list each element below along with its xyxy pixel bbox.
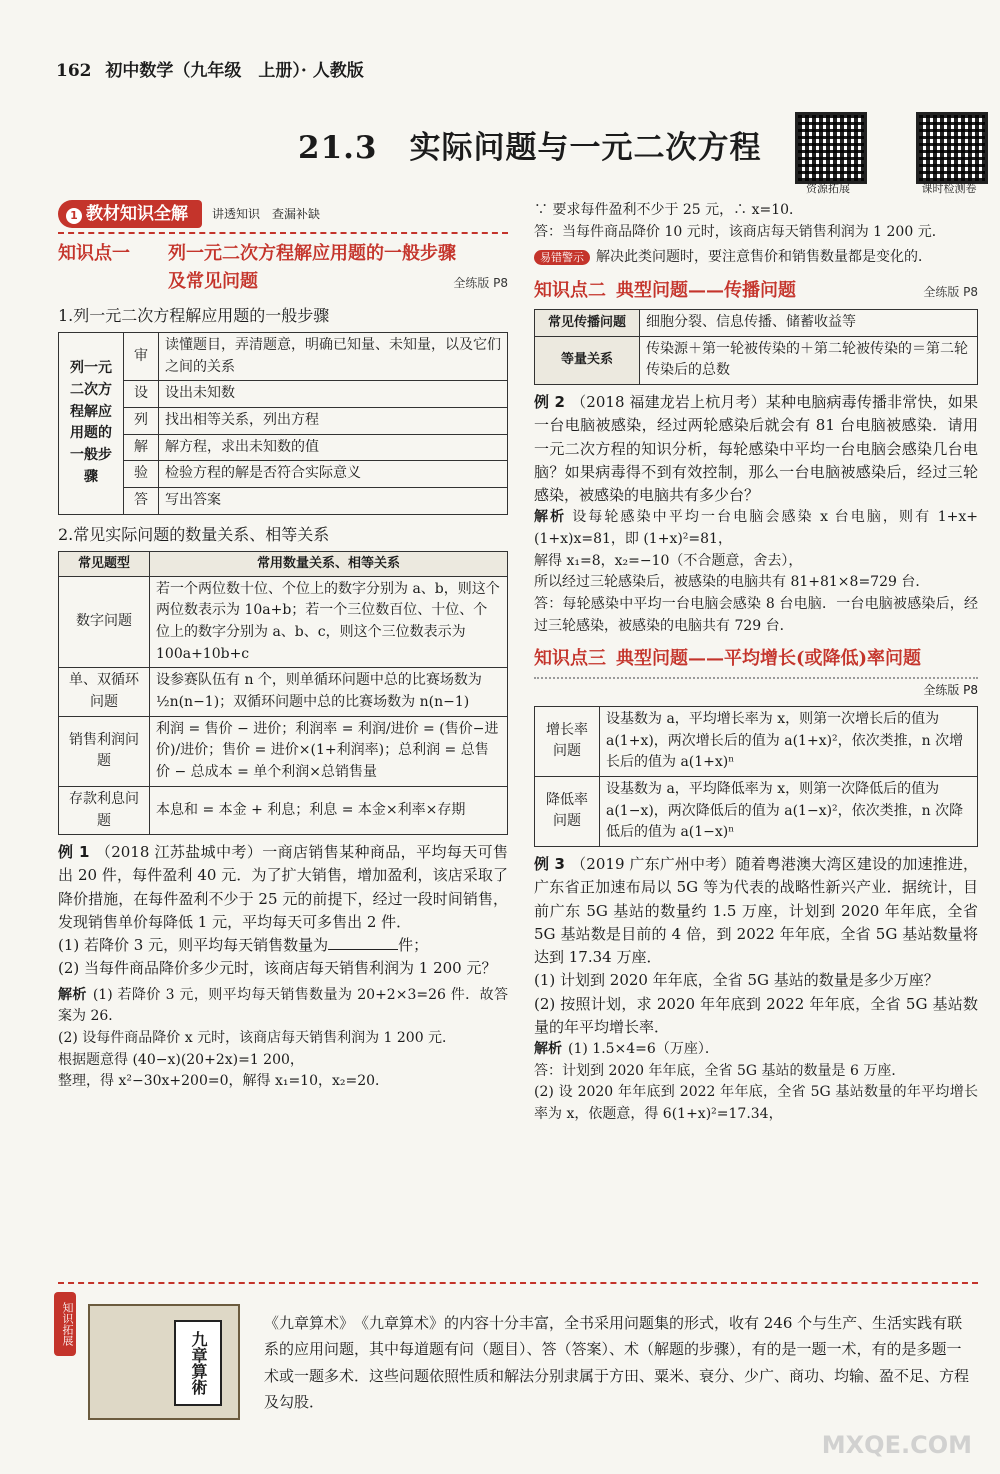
ex2-question [534, 391, 978, 507]
banner-divider [58, 232, 508, 234]
kp2-table [534, 309, 978, 385]
banner-badge-label: 教材知识全解 [86, 204, 188, 224]
qr-code-resource[interactable] [795, 112, 867, 184]
kp2-row [535, 336, 978, 384]
step-key: 答 [124, 488, 159, 515]
kp3-row [535, 776, 978, 846]
ex1-sol-label: 解析 [58, 986, 87, 1003]
ex3-sol-2: (2) 设 2020 年年底到 2022 年年底，全省 5G 基站数量的年平均增长率为 x，依题意，得 6(1+x)²=17.34， [534, 1084, 978, 1123]
kp3-ref: 全练版 P8 [534, 677, 978, 700]
kp1-title-line2: 及常见问题 [168, 271, 258, 293]
kp2-row-value: 传染源＋第一轮被传染的＋第二轮被传染的＝第二轮传染后的总数 [640, 336, 978, 384]
relation-text: 本息和 = 本金 + 利息；利息 = 本金×利率×存期 [150, 786, 508, 834]
step-text: 检验方程的解是否符合实际意义 [159, 461, 508, 488]
step-key: 列 [124, 407, 159, 434]
kp2-row-key: 等量关系 [535, 336, 640, 384]
kp1-label: 知识点一 [58, 243, 130, 265]
kp2-ref: 全练版 P8 [923, 285, 978, 300]
kp3-row-value: 设基数为 a，平均降低率为 x，则第一次降低后的值为 a(1−x)，两次降低后的值为 a(1−x)²，依次类推，n 次降低后的值为 a(1−x)ⁿ [600, 776, 978, 846]
relations-row [59, 716, 508, 786]
footer-extension [58, 1282, 978, 1424]
ex1-cont-0: ∵ 要求每件盈利不少于 25 元，∴ x=10． [534, 202, 804, 218]
kp3-row-key: 降低率问题 [535, 776, 600, 846]
footer-text: 《九章算术》 《九章算术》的内容十分丰富，全书采用问题集的形式，收有 246 个与生产、生活实践有联系的应用问题，其中每道题有问（题目）、答（答案）、术（解题的步骤），有的是一题一术，有的是多题一术或一题多术．这些问题依照性质和解法分别隶属于方田、粟米、衰分、少广、商功、均输、盈不足、方程及勾股． [264, 1314, 970, 1411]
ex3-sol-1: 答：计划到 2020 年年底，全省 5G 基站的数量是 6 万座． [534, 1062, 906, 1079]
ex3-solution [534, 1039, 978, 1061]
relation-type: 存款利息问题 [59, 786, 150, 834]
ex3-q1: (1) 计划到 2020 年年底，全省 5G 基站的数量是多少万座？ [534, 971, 939, 990]
relations-row [59, 786, 508, 834]
kp2-row-key: 常见传播问题 [535, 309, 640, 336]
ex1-solution [58, 985, 508, 1028]
banner-badge [58, 200, 202, 228]
ex3-sol-label: 解析 [534, 1041, 562, 1057]
qr-resource-caption: 资源拓展 [806, 182, 850, 195]
relation-text: 设参赛队伍有 n 个，则单循环问题中总的比赛场数为 ½n(n−1)；双循环问题中总的比赛场数为 n(n−1) [150, 668, 508, 716]
step-key: 审 [124, 332, 159, 380]
kp1-heading [58, 240, 508, 268]
ex1-sol-2: 根据题意得 (40−x)(20+2x)=1 200， [58, 1051, 304, 1068]
book-cover-title: 九章算術 [174, 1320, 222, 1406]
kp1-sub2: 2.常见实际问题的数量关系、相等关系 [58, 524, 330, 544]
ex1-q1 [58, 934, 508, 957]
steps-head: 列一元二次方程解应用题的一般步骤 [59, 332, 124, 514]
relation-type: 数字问题 [59, 576, 150, 668]
ex2-solution [534, 507, 978, 550]
banner-subtitle: 讲透知识 查漏补缺 [212, 206, 321, 221]
relation-text: 若一个两位数十位、个位上的数字分别为 a、b，则这个两位数表示为 10a+b；若一个三位数百位、十位、个位上的数字分别为 a、b、c，则这个三位数表示为 100a+10b+c [150, 576, 508, 668]
kp2-row [535, 309, 978, 336]
step-text: 读懂题目，弄清题意，明确已知量、未知量，以及它们之间的关系 [159, 332, 508, 380]
left-column [58, 200, 508, 1093]
qr-code-test[interactable] [916, 112, 988, 184]
kp2-heading [534, 277, 978, 305]
banner-number-icon: 1 [66, 208, 82, 224]
kp3-heading [534, 645, 978, 673]
book-illustration [88, 1304, 240, 1420]
relation-type: 单、双循环问题 [59, 668, 150, 716]
step-key: 验 [124, 461, 159, 488]
step-text: 设出未知数 [159, 381, 508, 408]
ex2-label: 例 2 [534, 393, 565, 412]
steps-row [59, 332, 508, 380]
kp1-ref: 全练版 P8 [453, 276, 508, 291]
qr-test-caption: 课时检测卷 [921, 182, 977, 195]
kp3-label: 知识点三 [534, 648, 606, 670]
kp3-row-key: 增长率问题 [535, 706, 600, 776]
relations-table [58, 551, 508, 836]
steps-row [59, 407, 508, 434]
relation-type: 销售利润问题 [59, 716, 150, 786]
relations-row [59, 576, 508, 668]
section-banner [58, 200, 508, 228]
ex1-q1-a: (1) 若降价 3 元，则平均每天销售数量为 [58, 936, 329, 955]
ex2-sol-0: 设每轮感染中平均一台电脑会感染 x 台电脑，则有 1+x+(1+x)x=81，即 (1+x)²=81， [534, 509, 979, 547]
ex1-label: 例 1 [58, 843, 90, 862]
right-column [534, 200, 978, 1126]
step-text: 找出相等关系，列出方程 [159, 407, 508, 434]
steps-row [59, 461, 508, 488]
ex2-sol-1: 解得 x₁=8，x₂=−10（不合题意，舍去）， [534, 552, 803, 569]
kp3-table [534, 706, 978, 847]
page-header [56, 58, 364, 84]
relations-row [59, 668, 508, 716]
relations-head-type: 常见题型 [59, 551, 150, 576]
step-key: 设 [124, 381, 159, 408]
kp2-row-value: 细胞分裂、信息传播、储蓄收益等 [640, 309, 978, 336]
ex2-text: （2018 福建龙岩上杭月考）某种电脑病毒传播非常快，如果一台电脑被感染，经过两轮感染后就会有 81 台电脑被感染．请用一元二次方程的知识分析，每轮感染中平均一台电脑会感染几台电脑？如果病毒得不到有效控制，那么一台电脑被感染后，经过三轮感染，被感染的电脑共有多少台？ [534, 393, 978, 505]
steps-row [59, 381, 508, 408]
relations-head-rel: 常用数量关系、相等关系 [150, 551, 508, 576]
tip [534, 247, 978, 269]
ex1-q2: (2) 当每件商品降价多少元时，该商店每天销售利润为 1 200 元？ [58, 959, 497, 978]
kp2-label: 知识点二 [534, 280, 606, 302]
steps-row [59, 488, 508, 515]
kp1-heading-cont [58, 268, 508, 296]
steps-table [58, 332, 508, 515]
kp3-row-value: 设基数为 a，平均增长率为 x，则第一次增长后的值为 a(1+x)，两次增长后的值为 a(1+x)²，依次类推，n 次增长后的值为 a(1+x)ⁿ [600, 706, 978, 776]
kp1-sub1: 1.列一元二次方程解应用题的一般步骤 [58, 306, 330, 326]
ex2-sol-3: 答：每轮感染中平均一台电脑会感染 8 台电脑．一台电脑被感染后，经过三轮感染，被感染的电脑共有 729 台． [534, 596, 978, 634]
kp1-title-line1: 列一元二次方程解应用题的一般步骤 [168, 243, 456, 265]
tip-badge: 易错警示 [534, 250, 590, 265]
ex3-sol-0: (1) 1.5×4=6（万座）． [568, 1041, 719, 1057]
page-number: 162 [56, 61, 92, 81]
ex1-question [58, 841, 508, 934]
ex1-text: （2018 江苏盐城中考）一商店销售某种商品，平均每天可售出 20 件，每件盈利 40 元．为了扩大销售，增加盈利，该店采取了降价措施，在每件盈利不少于 25 元的前提下，经过一段时间销售，发现销售单价每降低 1 元，平均每天可多售出 2 件． [58, 843, 508, 931]
book-title: 初中数学（九年级 上册）· 人教版 [105, 61, 364, 81]
kp3-row [535, 706, 978, 776]
section-title: 21.3 实际问题与一元二次方程 [298, 130, 762, 166]
ex3-text: （2019 广东广州中考）随着粤港澳大湾区建设的加速推进，广东省正加速布局以 5G 等为代表的战略性新兴产业．据统计，目前广东 5G 基站的数量约 1.5 万座，计划到 2020 年年底，全省 5G 基站数是目前的 4 倍，到 2022 年年底，全省 5G 基站数量将达到 17.34 万座． [534, 855, 978, 966]
step-text: 解方程，求出未知数的值 [159, 434, 508, 461]
ex2-sol-2: 所以经过三轮感染后，被感染的电脑共有 81+81×8=729 台． [534, 574, 930, 591]
ex1-sol-3: 整理，得 x²−30x+200=0，解得 x₁=10，x₂=20． [58, 1073, 390, 1090]
ex1-sol-1: (2) 设每件商品降价 x 元时，该商店每天销售利润为 1 200 元． [58, 1030, 457, 1047]
watermark: MXQE.COM [821, 1430, 972, 1459]
ex1-q1-b: 件； [398, 936, 429, 955]
step-text: 写出答案 [159, 488, 508, 515]
ex3-label: 例 3 [534, 855, 565, 873]
tip-text: 解决此类问题时，要注意售价和销售数量都是变化的． [596, 249, 932, 266]
steps-row [59, 434, 508, 461]
ex1-sol-0: (1) 若降价 3 元，则平均每天销售数量为 20+2×3=26 件．故答案为 26． [58, 986, 509, 1025]
ex1-answer-blank[interactable] [328, 949, 398, 950]
footer-tag: 知识拓展 [54, 1292, 76, 1356]
kp2-title: 典型问题——传播问题 [616, 280, 796, 302]
kp3-title: 典型问题——平均增长(或降低)率问题 [616, 648, 922, 670]
relation-text: 利润 = 售价 − 进价；利润率 = 利润/进价 = (售价−进价)/进价；售价 = 进价×(1+利润率)；总利润 = 总售价 − 总成本 = 单个利润×总销售量 [150, 716, 508, 786]
ex3-question [534, 853, 978, 969]
step-key: 解 [124, 434, 159, 461]
ex3-q2: (2) 按照计划，求 2020 年年底到 2022 年年底，全省 5G 基站数量的年平均增长率． [534, 994, 978, 1036]
ex1-cont-1: 答：当每件商品降价 10 元时，该商店每天销售利润为 1 200 元． [534, 223, 946, 240]
ex2-sol-label: 解析 [534, 509, 567, 526]
